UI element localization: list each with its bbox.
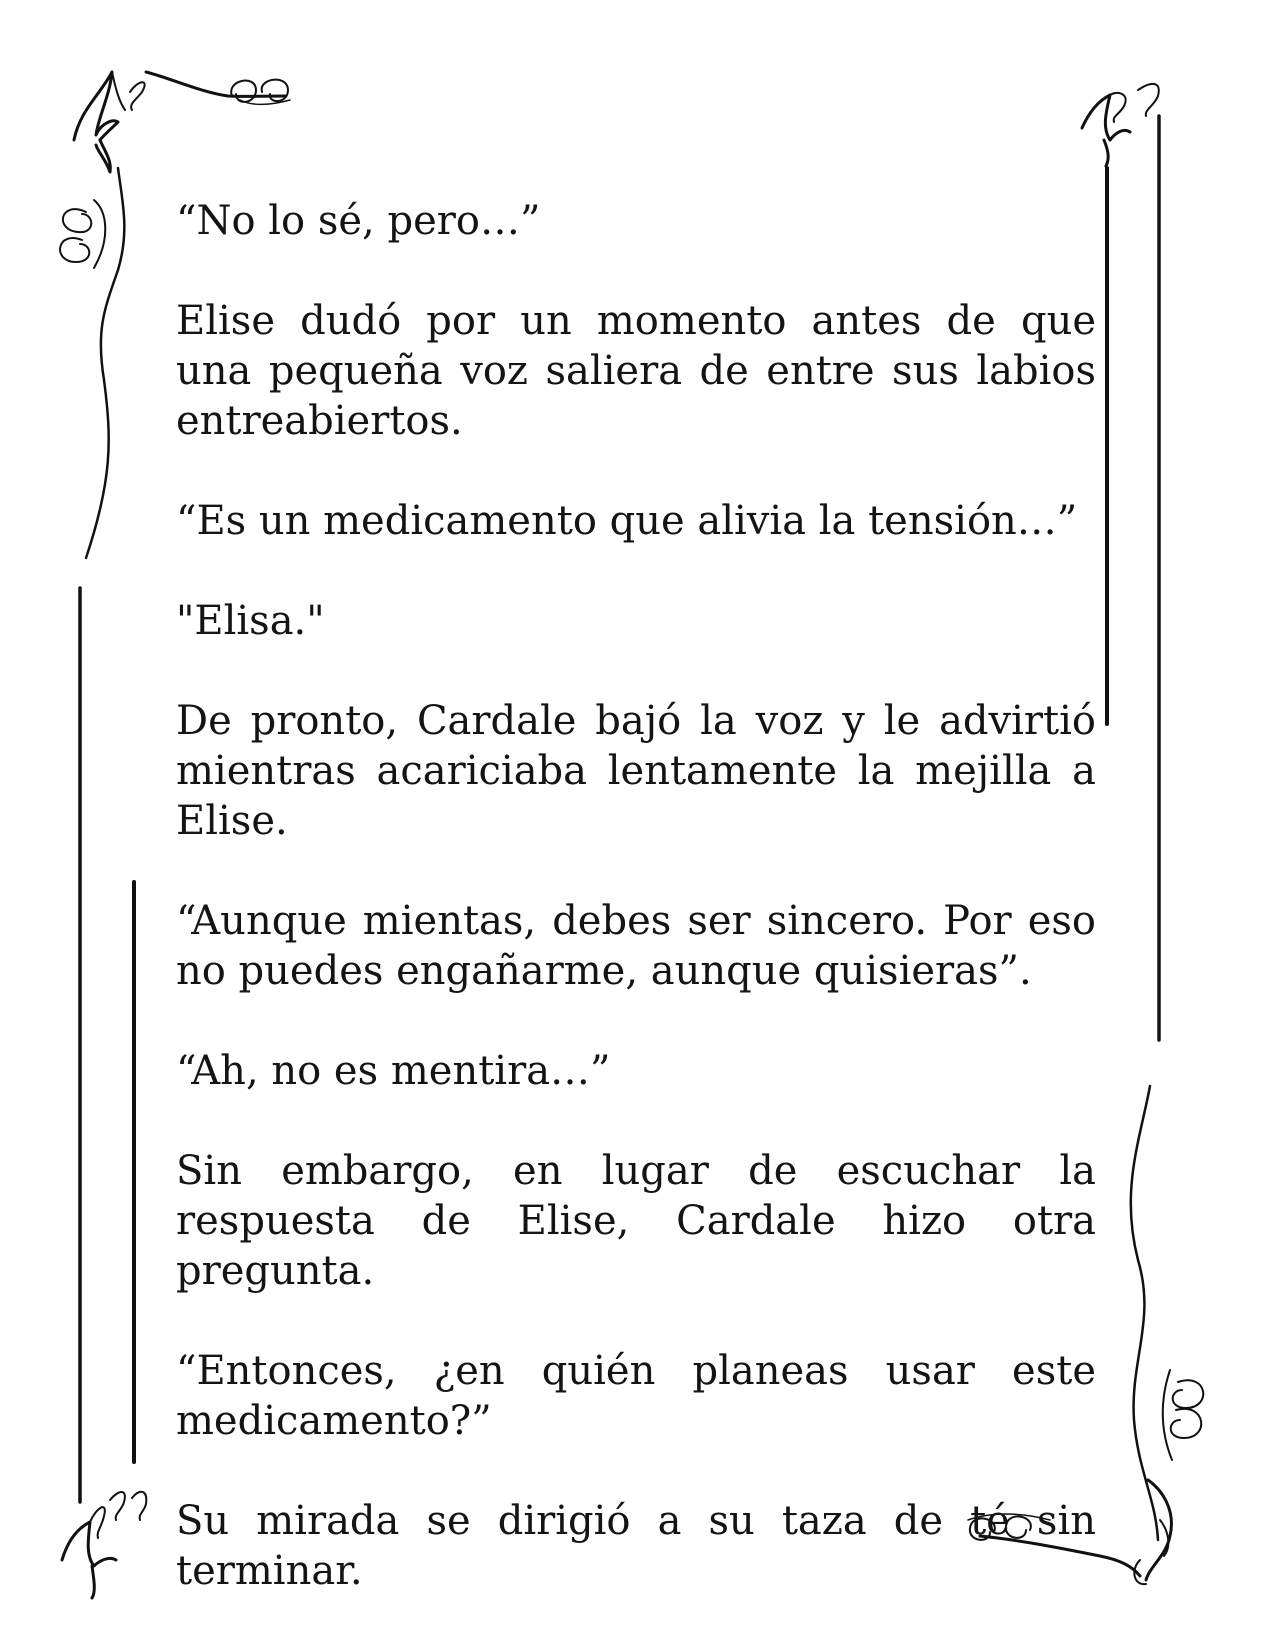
paragraph-4: "Elisa." (176, 598, 325, 644)
paragraph-7: “Ah, no es mentira…” (176, 1048, 611, 1094)
paragraph-9: “Entonces, ¿en quién planeas usar este medicamento?” (176, 1348, 1096, 1444)
paragraph-2: Elise dudó por un momento antes de que una pequeña voz saliera de entre sus labios entreabiertos. (176, 298, 1096, 444)
paragraph-6: “Aunque mientas, debes ser sincero. Por eso no puedes engañarme, aunque quisieras”. (176, 898, 1096, 994)
paragraph-5: De pronto, Cardale bajó la voz y le advirtió mientras acariciaba lentamente la mejilla a Elise. (176, 698, 1096, 844)
paragraph-8: Sin embargo, en lugar de escuchar la respuesta de Elise, Cardale hizo otra pregunta. (176, 1148, 1096, 1294)
left-border-lines (80, 588, 134, 1502)
flourish-bottom-left-icon (62, 1492, 146, 1598)
paragraph-10: Su mirada se dirigió a su taza de té sin terminar. (176, 1498, 1096, 1594)
paragraph-1: “No lo sé, pero…” (176, 198, 541, 244)
paragraph-3: “Es un medicamento que alivia la tensión…” (176, 498, 1078, 544)
story-text (176, 196, 1096, 1596)
